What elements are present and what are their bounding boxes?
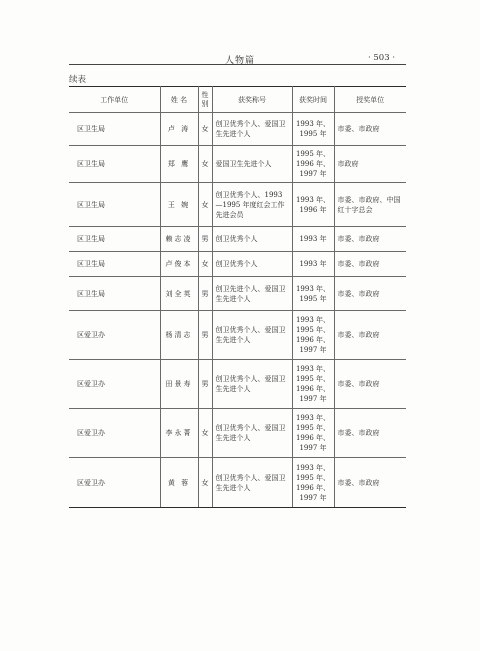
cell-award-time: 1993 年、 1995 年、 1996 年、 1997 年 [292,311,334,360]
table-row [69,252,406,277]
cell-award-time: 1993 年、 1995 年 [292,113,334,146]
continued-label: 续表 [69,75,87,85]
cell-unit: 区卫生局 [69,146,160,183]
cell-unit: 区爱卫办 [69,311,160,360]
cell-award-time: 1993 年、 1995 年、 1996 年、 1997 年 [292,458,334,508]
cell-grantor: 市委、市政府 [334,360,406,409]
cell-name: 卢 涛 [160,113,198,146]
cell-name: 王 婉 [160,183,198,227]
cell-award-title: 创卫优秀个人 [212,252,292,277]
cell-award-time: 1993 年 [292,252,334,277]
table-header-row [69,87,406,113]
cell-sex: 女 [198,146,212,183]
cell-sex: 女 [198,458,212,508]
cell-award-title: 创卫优秀个人、1993—1995 年度红会工作先进会员 [212,183,292,227]
cell-unit: 区爱卫办 [69,458,160,508]
table-row [69,146,406,183]
cell-grantor: 市委、市政府 [334,277,406,311]
cell-grantor: 市委、市政府 [334,227,406,252]
cell-award-time: 1993 年、 1995 年 [292,277,334,311]
header-award-time: 获奖时间 [292,87,334,113]
cell-grantor: 市委、市政府 [334,113,406,146]
cell-name: 郑 鹰 [160,146,198,183]
cell-grantor: 市委、市政府 [334,311,406,360]
cell-grantor: 市政府 [334,146,406,183]
cell-award-time: 1993 年 [292,227,334,252]
cell-unit: 区卫生局 [69,183,160,227]
cell-award-title: 创卫先进个人、爱国卫生先进个人 [212,277,292,311]
cell-unit: 区卫生局 [69,277,160,311]
cell-award-time: 1993 年、 1995 年、 1996 年、 1997 年 [292,360,334,409]
cell-sex: 女 [198,113,212,146]
header-award-title: 获奖称号 [212,87,292,113]
cell-grantor: 市委、市政府、中国红十字总会 [334,183,406,227]
cell-award-title: 创卫优秀个人、爱国卫生先进个人 [212,113,292,146]
cell-unit: 区爱卫办 [69,360,160,409]
running-title: 人物篇 [225,56,256,66]
cell-sex: 女 [198,183,212,227]
cell-name: 李永菁 [160,409,198,458]
cell-sex: 女 [198,409,212,458]
cell-award-title: 爱国卫生先进个人 [212,146,292,183]
cell-unit: 区卫生局 [69,227,160,252]
cell-sex: 男 [198,360,212,409]
table-row [69,458,406,508]
cell-name: 刘全英 [160,277,198,311]
table-row [69,183,406,227]
cell-unit: 区卫生局 [69,113,160,146]
cell-grantor: 市委、市政府 [334,458,406,508]
table-row [69,113,406,146]
table-row [69,227,406,252]
cell-name: 卢俊本 [160,252,198,277]
page-number: · 503 · [368,53,396,63]
cell-award-time: 1995 年、 1996 年、 1997 年 [292,146,334,183]
cell-sex: 男 [198,227,212,252]
awards-table [69,86,406,508]
table-row [69,360,406,409]
header-name: 姓 名 [160,87,198,113]
cell-name: 黄 蓉 [160,458,198,508]
table-row [69,409,406,458]
cell-name: 赖志凌 [160,227,198,252]
cell-award-title: 创卫优秀个人、爱国卫生先进个人 [212,458,292,508]
cell-award-title: 创卫优秀个人、爱国卫生先进个人 [212,409,292,458]
cell-unit: 区卫生局 [69,252,160,277]
cell-award-time: 1993 年、 1996 年 [292,183,334,227]
header-grantor: 授奖单位 [334,87,406,113]
cell-sex: 男 [198,311,212,360]
cell-sex: 男 [198,277,212,311]
cell-award-title: 创卫优秀个人、爱国卫生先进个人 [212,311,292,360]
cell-name: 田景寿 [160,360,198,409]
cell-unit: 区爱卫办 [69,409,160,458]
cell-award-title: 创卫优秀个人、爱国卫生先进个人 [212,360,292,409]
header-unit: 工作单位 [69,87,160,113]
cell-name: 杨清志 [160,311,198,360]
cell-grantor: 市委、市政府 [334,409,406,458]
table-row [69,277,406,311]
header-sex: 性 别 [198,87,212,113]
table-row [69,311,406,360]
cell-grantor: 市委、市政府 [334,252,406,277]
header-rule [69,64,406,65]
cell-sex: 女 [198,252,212,277]
cell-award-title: 创卫优秀个人 [212,227,292,252]
cell-award-time: 1993 年、 1995 年、 1996 年、 1997 年 [292,409,334,458]
